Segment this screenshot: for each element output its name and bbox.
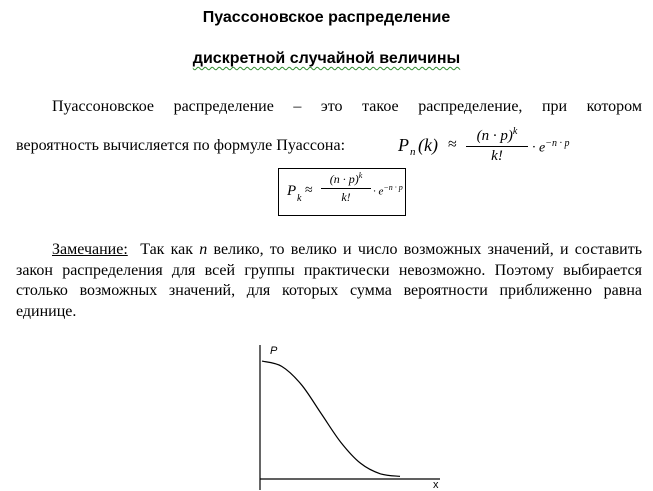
poisson-formula-boxed <box>278 168 406 216</box>
formula-exp: · $e^{-n \cdot p}$ <box>532 138 570 156</box>
definition-paragraph <box>16 97 642 117</box>
formula-numerator: $(n \cdot p)^k$ <box>466 126 528 147</box>
formula-lhs-p: P <box>398 135 409 155</box>
definition-paragraph-line-2 <box>16 136 345 156</box>
page-subtitle <box>0 49 653 69</box>
x-axis-label: x <box>433 479 439 490</box>
poisson-formula-inline <box>398 126 578 172</box>
probability-chart <box>240 340 450 490</box>
page-title <box>0 8 653 28</box>
boxed-approx: ≈ <box>305 183 313 198</box>
title-line-2: дискретной случайной величины <box>192 50 461 67</box>
formula-denominator: k! <box>491 148 503 164</box>
boxed-exp: · $e^{-n \cdot p}$ <box>373 183 403 198</box>
formula-lhs-sub: n <box>410 146 416 158</box>
boxed-denominator: k! <box>341 190 351 204</box>
title-line-1: Пуассоновское распределение <box>202 9 451 26</box>
y-axis-label: P <box>270 345 278 357</box>
definition-line-1: Пуассоновское распределение – это такое распределение, при котором <box>52 98 642 115</box>
remark-text-1: Так как <box>140 241 194 258</box>
formula-fraction <box>466 126 528 165</box>
remark-text-2: велико, то велико и число возможных значений, и составить закон распределения для всей группы практически невозможно. Поэтому выбирается столько возможных значений, для которых сумма вероятности приближенно равна единице. <box>16 241 643 320</box>
boxed-fraction <box>321 171 371 205</box>
boxed-numerator: $(n \cdot p)^k$ <box>321 171 371 189</box>
definition-line-2: вероятность вычисляется по формуле Пуассона: <box>16 137 346 154</box>
boxed-lhs-sub: k <box>297 193 302 204</box>
formula-approx: ≈ <box>448 136 457 153</box>
boxed-lhs-p: P <box>287 183 297 199</box>
remark-paragraph <box>16 240 642 322</box>
remark-var-n: n <box>199 241 208 258</box>
distribution-curve <box>262 361 400 476</box>
formula-lhs-arg: (k) <box>418 135 438 155</box>
remark-label: Замечание: <box>52 241 128 258</box>
